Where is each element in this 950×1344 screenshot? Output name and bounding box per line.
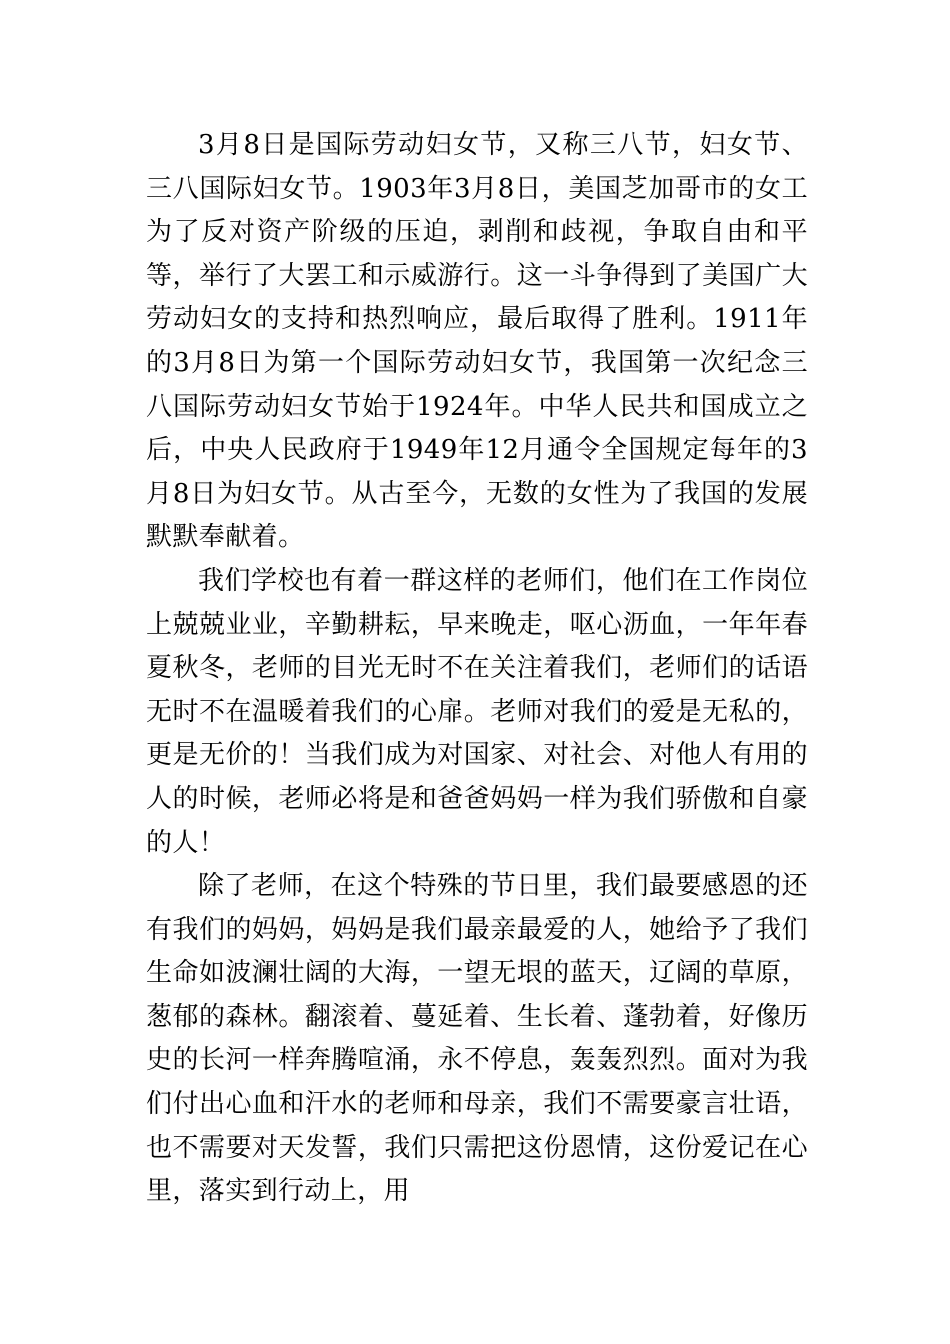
paragraph-3: 除了老师，在这个特殊的节日里，我们最要感恩的还有我们的妈妈，妈妈是我们最亲最爱的人，她给予了我们生命如波澜壮阔的大海，一望无垠的蓝天，辽阔的草原，葱郁的森林。翻滚着、蔓延着、生长着、蓬勃着，好像历史的长河一样奔腾喧涌，永不停息，轰轰烈烈。面对为我们付出心血和汗水的老师和母亲，我们不需要豪言壮语，也不需要对天发誓，我们只需把这份恩情，这份爱记在心里，落实到行动上，用 xyxy=(146,871,808,1207)
paragraph-2: 我们学校也有着一群这样的老师们，他们在工作岗位上兢兢业业，辛勤耕耘，早来晚走，呕心沥血，一年年春夏秋冬，老师的目光无时不在关注着我们，老师们的话语无时不在温暖着我们的心扉。老师对我们的爱是无私的，更是无价的！当我们成为对国家、对社会、对他人有用的人的时候，老师必将是和爸爸妈妈一样为我们骄傲和自豪的人！ xyxy=(146,565,808,858)
document-body xyxy=(146,124,808,1214)
paragraph-1: 3月8日是国际劳动妇女节，又称三八节，妇女节、三八国际妇女节。1903年3月8日，美国芝加哥市的女工为了反对资产阶级的压迫，剥削和歧视，争取自由和平等，举行了大罢工和示威游行。这一斗争得到了美国广大劳动妇女的支持和热烈响应，最后取得了胜利。1911年的3月8日为第一个国际劳动妇女节，我国第一次纪念三八国际劳动妇女节始于1924年。中华人民共和国成立之后，中央人民政府于1949年12月通令全国规定每年的3月8日为妇女节。从古至今，无数的女性为了我国的发展默默奉献着。 xyxy=(146,130,808,553)
